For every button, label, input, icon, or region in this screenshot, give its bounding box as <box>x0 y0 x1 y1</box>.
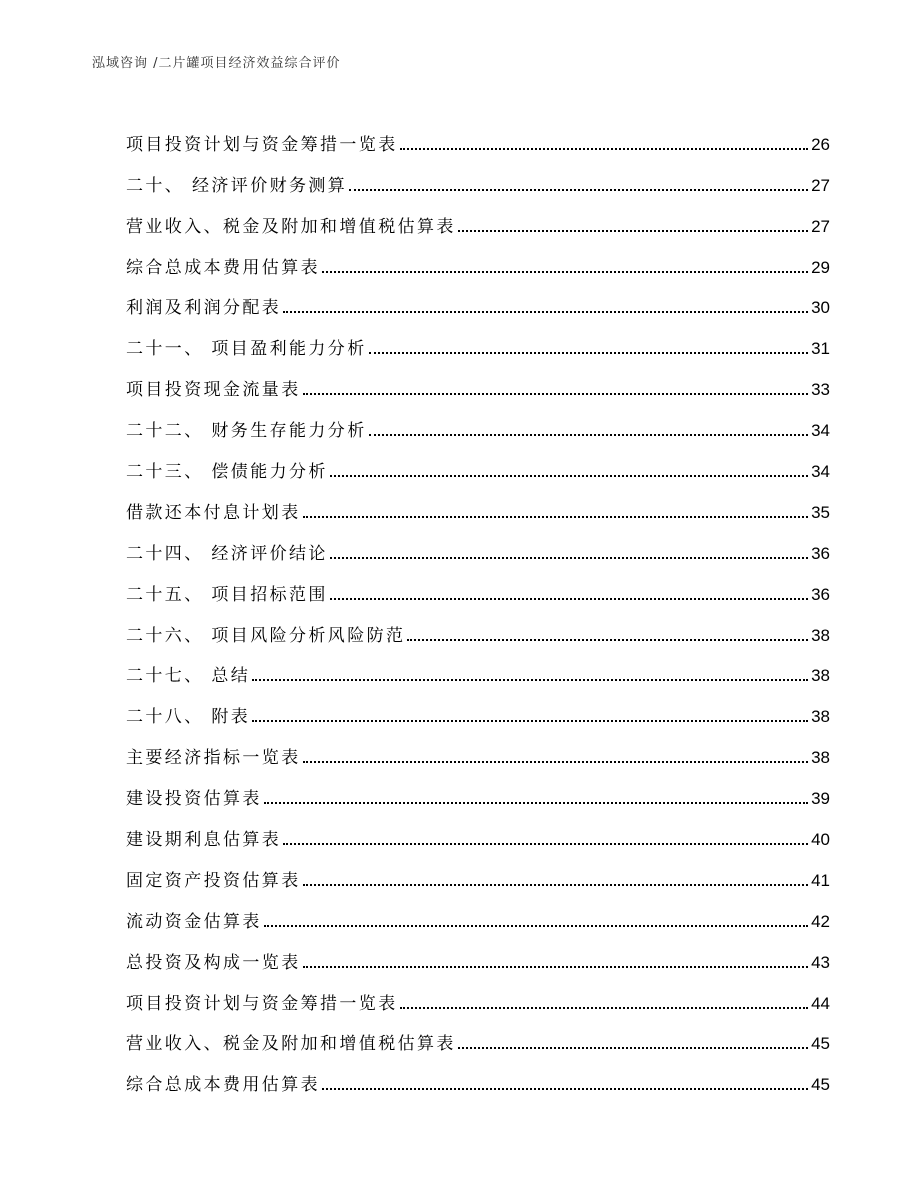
toc-page-number: 31 <box>811 339 830 359</box>
toc-page-number: 43 <box>811 952 830 972</box>
toc-entry-title: 利润及利润分配表 <box>126 298 282 319</box>
toc-dot-leader <box>407 639 808 641</box>
toc-page-number: 39 <box>811 789 830 809</box>
toc-entry-title: 营业收入、税金及附加和增值税估算表 <box>126 216 456 237</box>
toc-dot-leader <box>349 189 808 191</box>
toc-page-number: 38 <box>811 748 830 768</box>
toc-entry-title: 项目投资现金流量表 <box>126 380 301 401</box>
toc-entry[interactable] <box>126 687 830 728</box>
toc-entry[interactable] <box>126 1055 830 1096</box>
toc-dot-leader <box>330 557 808 559</box>
toc-page-number: 36 <box>811 543 830 563</box>
toc-entry[interactable] <box>126 1015 830 1056</box>
toc-entry-title: 建设期利息估算表 <box>126 830 282 851</box>
toc-entry-title: 综合总成本费用估算表 <box>126 1075 320 1096</box>
toc-page-number: 38 <box>811 625 830 645</box>
toc-dot-leader <box>458 1047 808 1049</box>
toc-page-number: 34 <box>811 462 830 482</box>
toc-entry[interactable] <box>126 933 830 974</box>
toc-entry[interactable] <box>126 974 830 1015</box>
toc-entry[interactable] <box>126 360 830 401</box>
toc-page-number: 40 <box>811 830 830 850</box>
toc-dot-leader <box>303 761 808 763</box>
toc-page-number: 41 <box>811 870 830 890</box>
toc-entry-title: 二十一、 项目盈利能力分析 <box>126 339 367 360</box>
toc-entry-title: 二十八、 附表 <box>126 707 251 728</box>
toc-page-number: 33 <box>811 380 830 400</box>
toc-entry-title: 总投资及构成一览表 <box>126 952 301 973</box>
toc-entry-title: 二十四、 经济评价结论 <box>126 543 328 564</box>
toc-page-number: 38 <box>811 666 830 686</box>
page-header: 泓域咨询 /二片罐项目经济效益综合评价 <box>92 56 341 71</box>
toc-page-number: 26 <box>811 134 830 154</box>
toc-dot-leader <box>303 516 808 518</box>
toc-dot-leader <box>252 720 808 722</box>
toc-page-number: 29 <box>811 257 830 277</box>
toc-page-number: 27 <box>811 216 830 236</box>
toc-entry[interactable] <box>126 238 830 279</box>
toc-entry[interactable] <box>126 810 830 851</box>
toc-entry[interactable] <box>126 728 830 769</box>
toc-entry-title: 项目投资计划与资金筹措一览表 <box>126 993 398 1014</box>
toc-entry-title: 二十二、 财务生存能力分析 <box>126 421 367 442</box>
toc-entry-title: 流动资金估算表 <box>126 911 262 932</box>
toc-dot-leader <box>330 475 808 477</box>
toc-dot-leader <box>303 966 808 968</box>
toc-dot-leader <box>330 598 808 600</box>
toc-page-number: 45 <box>811 1075 830 1095</box>
toc-page-number: 38 <box>811 707 830 727</box>
toc-dot-leader <box>458 230 808 232</box>
toc-dot-leader <box>283 311 808 313</box>
toc-entry-title: 二十五、 项目招标范围 <box>126 584 328 605</box>
toc-dot-leader <box>400 148 808 150</box>
toc-dot-leader <box>264 802 808 804</box>
toc-entry-title: 营业收入、税金及附加和增值税估算表 <box>126 1034 456 1055</box>
toc-dot-leader <box>369 434 808 436</box>
toc-dot-leader <box>400 1007 808 1009</box>
toc-entry-title: 二十七、 总结 <box>126 666 251 687</box>
toc-entry[interactable] <box>126 524 830 565</box>
toc-entry-title: 固定资产投资估算表 <box>126 870 301 891</box>
toc-page-number: 44 <box>811 993 830 1013</box>
toc-dot-leader <box>303 393 808 395</box>
table-of-contents <box>126 115 830 1096</box>
toc-entry-title: 综合总成本费用估算表 <box>126 257 320 278</box>
toc-dot-leader <box>264 925 808 927</box>
toc-entry[interactable] <box>126 319 830 360</box>
toc-page-number: 27 <box>811 175 830 195</box>
toc-entry[interactable] <box>126 401 830 442</box>
toc-entry[interactable] <box>126 115 830 156</box>
toc-entry-title: 二十六、 项目风险分析风险防范 <box>126 625 406 646</box>
toc-entry[interactable] <box>126 892 830 933</box>
toc-entry[interactable] <box>126 769 830 810</box>
toc-entry-title: 主要经济指标一览表 <box>126 748 301 769</box>
toc-page-number: 42 <box>811 911 830 931</box>
toc-page-number: 30 <box>811 298 830 318</box>
toc-entry-title: 建设投资估算表 <box>126 789 262 810</box>
toc-entry[interactable] <box>126 851 830 892</box>
toc-dot-leader <box>283 843 808 845</box>
toc-entry-title: 二十三、 偿债能力分析 <box>126 462 328 483</box>
toc-dot-leader <box>369 352 808 354</box>
toc-page-number: 34 <box>811 421 830 441</box>
toc-page-number: 45 <box>811 1034 830 1054</box>
toc-entry[interactable] <box>126 156 830 197</box>
toc-entry[interactable] <box>126 483 830 524</box>
toc-dot-leader <box>322 1088 808 1090</box>
toc-entry-title: 项目投资计划与资金筹措一览表 <box>126 134 398 155</box>
toc-entry-title: 借款还本付息计划表 <box>126 502 301 523</box>
toc-entry[interactable] <box>126 606 830 647</box>
toc-entry[interactable] <box>126 442 830 483</box>
toc-entry-title: 二十、 经济评价财务测算 <box>126 175 348 196</box>
toc-page-number: 36 <box>811 584 830 604</box>
toc-entry[interactable] <box>126 197 830 238</box>
toc-entry[interactable] <box>126 647 830 688</box>
toc-dot-leader <box>322 271 808 273</box>
toc-entry[interactable] <box>126 565 830 606</box>
toc-dot-leader <box>252 679 808 681</box>
toc-page-number: 35 <box>811 502 830 522</box>
toc-dot-leader <box>303 884 808 886</box>
toc-entry[interactable] <box>126 279 830 320</box>
